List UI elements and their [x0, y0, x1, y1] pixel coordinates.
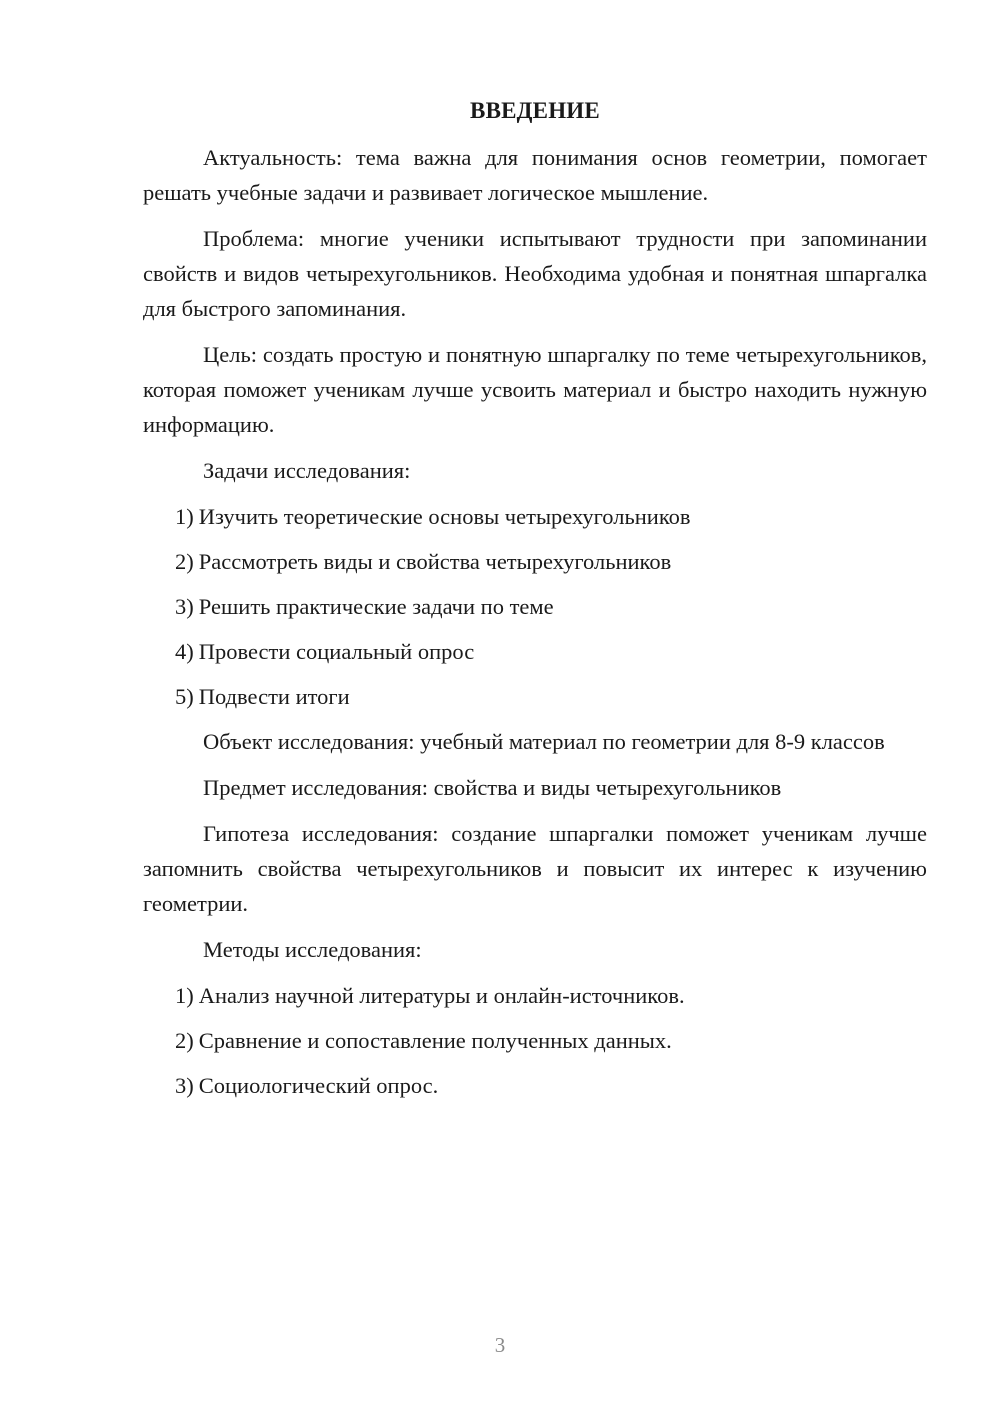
problem-paragraph: Проблема: многие ученики испытывают трудности при запоминании свойств и видов четырехугольников. Необходима удобная и понятная шпаргалка для быстрого запоминания. [143, 226, 927, 321]
list-item [143, 544, 927, 579]
list-item-number: 2) [175, 1028, 194, 1053]
list-item-text: Сравнение и сопоставление полученных данных. [198, 1028, 672, 1053]
subject-paragraph: Предмет исследования: свойства и виды четырехугольников [203, 775, 782, 800]
list-item-number: 1) [175, 983, 194, 1008]
goal-paragraph: Цель: создать простую и понятную шпаргалку по теме четырехугольников, которая поможет ученикам лучше усвоить материал и быстро находить нужную информацию. [143, 342, 927, 437]
list-item-number: 3) [175, 1073, 194, 1098]
document-page [143, 94, 927, 1113]
list-item [143, 634, 927, 669]
list-item-text: Социологический опрос. [198, 1073, 439, 1098]
list-item-text: Рассмотреть виды и свойства четырехугольников [198, 549, 672, 574]
list-item [143, 978, 927, 1013]
object-paragraph: Объект исследования: учебный материал по геометрии для 8-9 классов [203, 729, 885, 754]
section-heading: ВВЕДЕНИЕ [470, 98, 600, 123]
list-item-number: 4) [175, 639, 194, 664]
list-item-number: 5) [175, 684, 194, 709]
list-item [143, 1068, 927, 1103]
list-item [143, 1023, 927, 1058]
list-item-text: Изучить теоретические основы четырехугольников [198, 504, 691, 529]
list-item [143, 499, 927, 534]
tasks-title: Задачи исследования: [203, 458, 411, 483]
hypothesis-paragraph: Гипотеза исследования: создание шпаргалки поможет ученикам лучше запомнить свойства четырехугольников и повысит их интерес к изучению геометрии. [143, 821, 927, 916]
methods-title: Методы исследования: [203, 937, 422, 962]
list-item-text: Подвести итоги [198, 684, 350, 709]
list-item [143, 589, 927, 624]
list-item-number: 1) [175, 504, 194, 529]
list-item [143, 679, 927, 714]
list-item-text: Анализ научной литературы и онлайн-источников. [198, 983, 685, 1008]
page-number: 3 [494, 1333, 506, 1357]
actuality-paragraph: Актуальность: тема важна для понимания основ геометрии, помогает решать учебные задачи и развивает логическое мышление. [143, 145, 927, 205]
tasks-list [143, 499, 927, 714]
list-item-number: 2) [175, 549, 194, 574]
list-item-number: 3) [175, 594, 194, 619]
list-item-text: Решить практические задачи по теме [198, 594, 554, 619]
list-item-text: Провести социальный опрос [198, 639, 475, 664]
methods-list [143, 978, 927, 1103]
